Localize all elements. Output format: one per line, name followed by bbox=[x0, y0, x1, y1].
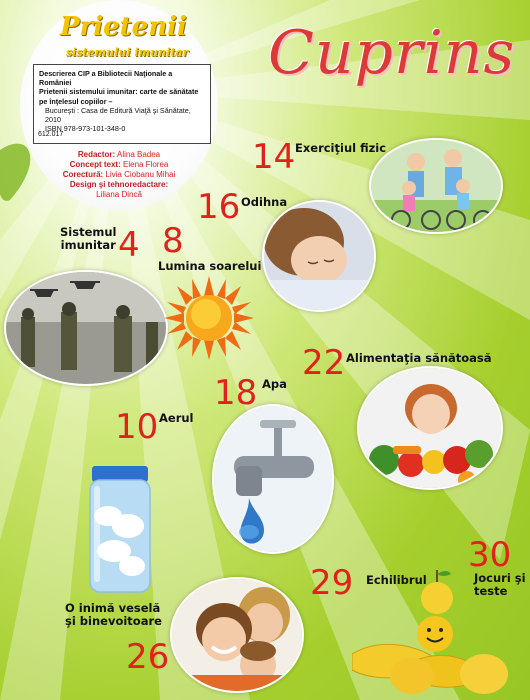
toc-title-echilibrul[interactable]: Echilibrul bbox=[366, 573, 427, 587]
happy-kids-photo bbox=[170, 577, 304, 693]
cip-heading: Descrierea CIP a Bibliotecii Naţionale a României bbox=[39, 69, 173, 88]
cip-line2: pe înţelesul copiilor – bbox=[39, 96, 113, 106]
toc-page-10[interactable]: 10 bbox=[115, 407, 159, 447]
balanced-fruit-stack-icon bbox=[352, 566, 518, 696]
cip-line4: ISBN 978-973-101-348-0 bbox=[45, 124, 126, 134]
cip-code: 612.017 bbox=[38, 131, 64, 138]
credit-design-name: Liliana Dincă bbox=[96, 190, 142, 199]
page-title: Cuprins bbox=[268, 18, 516, 88]
cip-line1: Prietenii sistemului imunitar: carte de sănătate bbox=[39, 87, 199, 97]
toc-title-lumina-soarelui[interactable]: Lumina soarelui bbox=[158, 259, 262, 273]
toc-title-jocuri-line1: Jocuri şi bbox=[474, 571, 526, 585]
credit-redactor bbox=[24, 150, 214, 159]
credit-design-label: Design şi tehnoredactare: bbox=[69, 180, 169, 189]
toc-title-o-inima-vesela[interactable] bbox=[65, 602, 162, 628]
book-logo-subtitle: sistemului imunitar bbox=[66, 46, 189, 59]
toc-title-sistemul-line1: Sistemul bbox=[60, 225, 117, 239]
toc-page-22[interactable]: 22 bbox=[302, 343, 346, 383]
credit-concept bbox=[24, 160, 214, 169]
family-cycling-photo bbox=[369, 138, 503, 234]
credit-corectura-label: Corectură: bbox=[62, 170, 104, 179]
credit-design bbox=[24, 180, 214, 189]
credit-corectura bbox=[24, 170, 214, 179]
toc-page-29[interactable]: 29 bbox=[310, 563, 354, 603]
toc-page-26[interactable]: 26 bbox=[126, 637, 170, 677]
toc-page-30[interactable]: 30 bbox=[468, 535, 512, 575]
toc-page-18[interactable]: 18 bbox=[214, 373, 258, 413]
sleeping-girl-photo bbox=[262, 200, 376, 312]
toc-title-jocuri-line2: teste bbox=[474, 584, 508, 598]
jar-of-clouds-icon bbox=[88, 466, 152, 596]
credit-concept-name: Elena Florea bbox=[123, 160, 169, 169]
girl-vegetables-photo bbox=[357, 366, 503, 490]
toc-title-sistemul-imunitar[interactable] bbox=[60, 226, 116, 252]
toc-title-inima-line1: O inimă veselă bbox=[65, 601, 161, 615]
toc-title-sistemul-line2: imunitar bbox=[60, 238, 116, 252]
credit-corectura-name: Livia Ciobanu Mihai bbox=[105, 170, 176, 179]
book-logo-title: Prietenii bbox=[60, 12, 187, 42]
toc-title-aerul[interactable]: Aerul bbox=[159, 411, 194, 425]
water-tap-photo bbox=[212, 404, 334, 554]
toc-title-exercitiul-fizic[interactable]: Exerciţiul fizic bbox=[295, 141, 387, 155]
cip-line3: Bucureşti : Casa de Editură Viaţă şi Sănătate, 2010 bbox=[45, 105, 191, 125]
credit-redactor-name: Alina Badea bbox=[116, 150, 161, 159]
toc-title-alimentatia-sanatoasa[interactable]: Alimentaţia sănătoasă bbox=[346, 351, 492, 365]
credit-redactor-label: Redactor: bbox=[77, 150, 116, 159]
toc-page-16[interactable]: 16 bbox=[197, 187, 241, 227]
toc-page-4[interactable]: 4 bbox=[118, 225, 140, 265]
credit-concept-label: Concept text: bbox=[69, 160, 121, 169]
sun-icon bbox=[164, 276, 254, 360]
toc-title-odihna[interactable]: Odihna bbox=[241, 195, 288, 209]
toc-page-8[interactable]: 8 bbox=[162, 221, 184, 261]
toc-title-inima-line2: şi binevoitoare bbox=[65, 614, 162, 628]
toc-title-apa[interactable]: Apa bbox=[262, 377, 287, 391]
soldiers-photo bbox=[4, 270, 168, 386]
toc-page-14[interactable]: 14 bbox=[252, 137, 296, 177]
